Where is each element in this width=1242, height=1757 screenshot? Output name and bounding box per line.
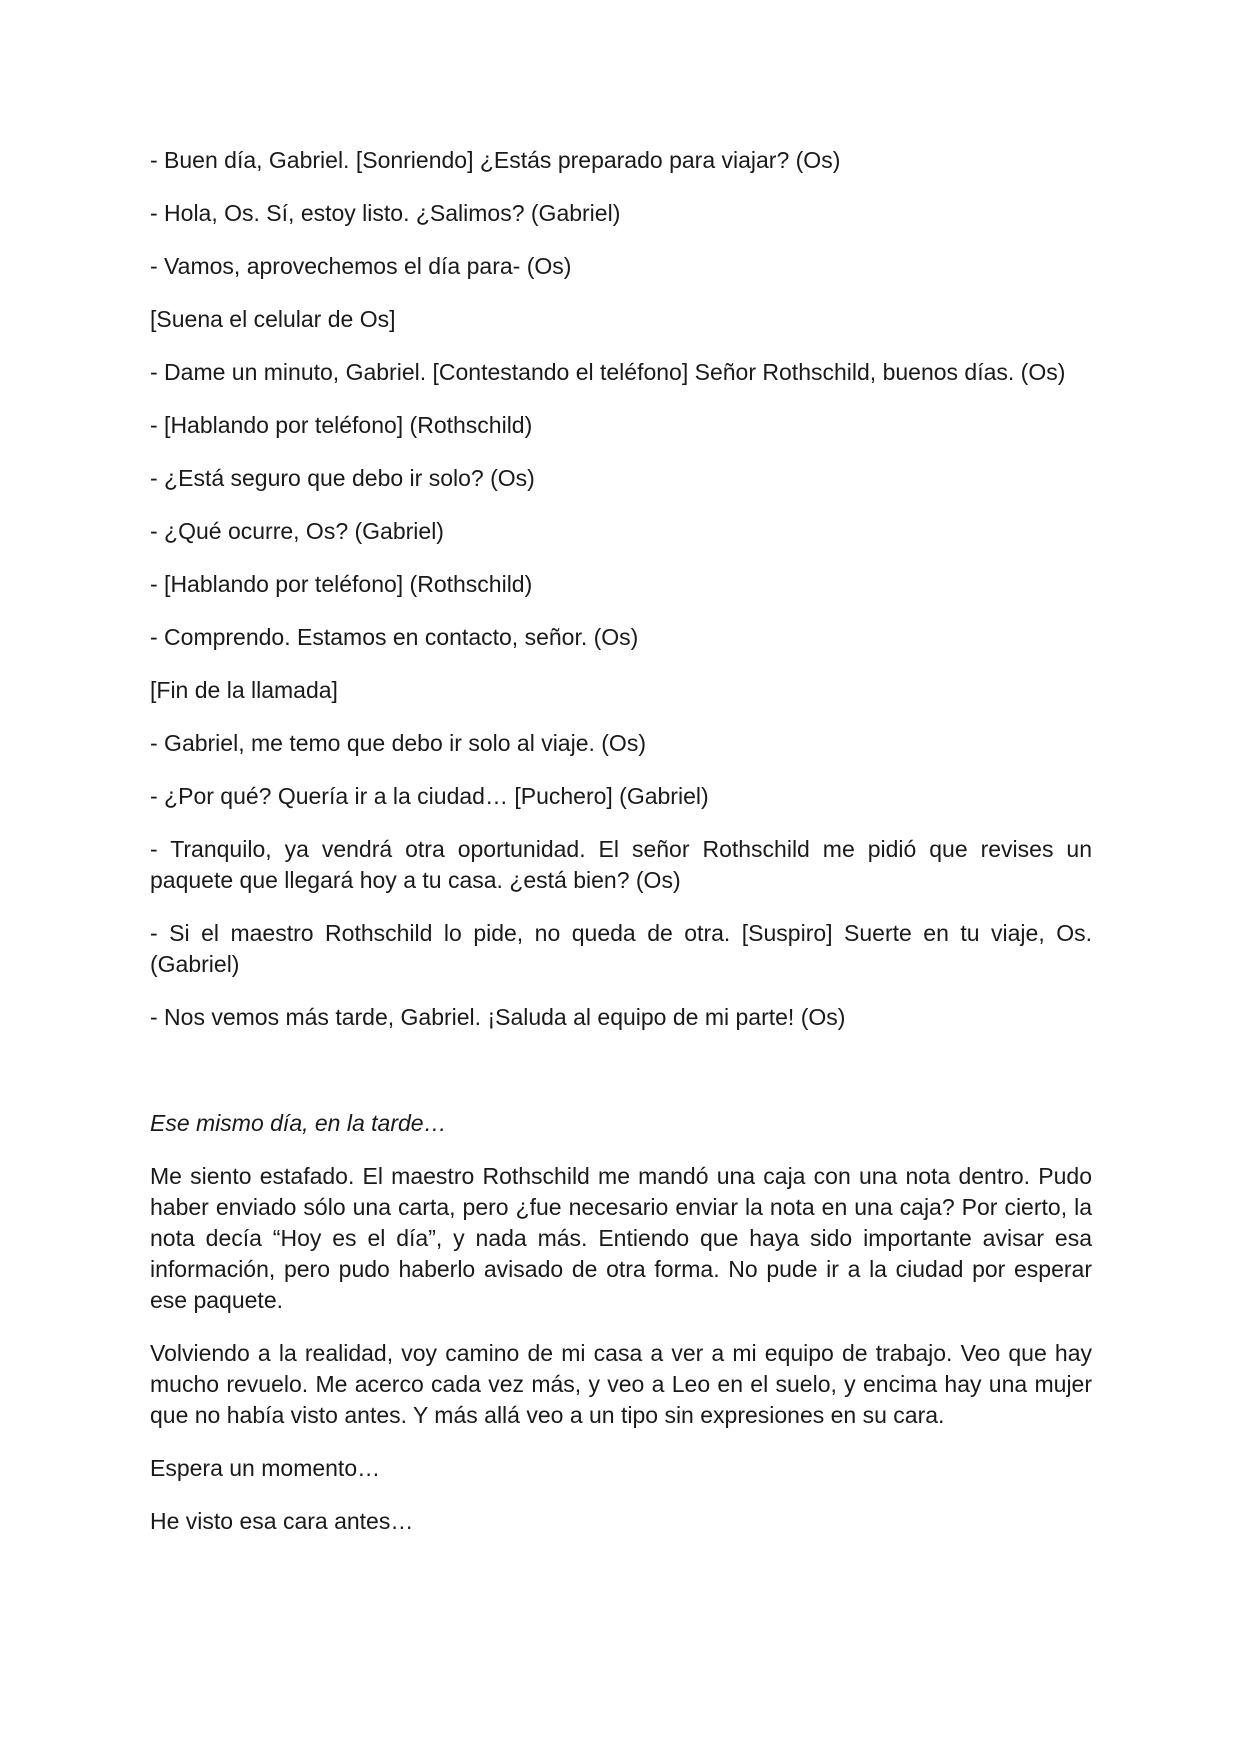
narration-paragraph: Volviendo a la realidad, voy camino de mi casa a ver a mi equipo de trabajo. Veo que hay mucho revuelo. Me acerco cada vez más, y veo a Leo en el suelo, y encima hay una mujer que no había visto antes. Y más allá veo a un tipo sin expresiones en su cara. [150, 1340, 1092, 1428]
dialogue-line: - Tranquilo, ya vendrá otra oportunidad. El señor Rothschild me pidió que revises un paquete que llegará hoy a tu casa. ¿está bien? (Os) [150, 836, 1092, 893]
document-body [150, 145, 1092, 1559]
dialogue-line: - ¿Por qué? Quería ir a la ciudad… [Puchero] (Gabriel) [150, 783, 709, 809]
dialogue-line: - Nos vemos más tarde, Gabriel. ¡Saluda al equipo de mi parte! (Os) [150, 1004, 846, 1030]
dialogue-line: - ¿Qué ocurre, Os? (Gabriel) [150, 518, 444, 544]
narration-paragraph: He visto esa cara antes… [150, 1508, 414, 1534]
dialogue-line: - Buen día, Gabriel. [Sonriendo] ¿Estás preparado para viajar? (Os) [150, 147, 841, 173]
dialogue-line: - Comprendo. Estamos en contacto, señor. (Os) [150, 624, 639, 650]
dialogue-line: - Vamos, aprovechemos el día para- (Os) [150, 253, 572, 279]
dialogue-line: - ¿Está seguro que debo ir solo? (Os) [150, 465, 535, 491]
stage-direction: [Suena el celular de Os] [150, 306, 396, 332]
dialogue-line: - Gabriel, me temo que debo ir solo al viaje. (Os) [150, 730, 646, 756]
narration-paragraph: Espera un momento… [150, 1455, 381, 1481]
scene-heading: Ese mismo día, en la tarde… [150, 1110, 447, 1136]
scene-break [150, 1055, 1092, 1108]
dialogue-line: - [Hablando por teléfono] (Rothschild) [150, 571, 533, 597]
narration-paragraph: Me siento estafado. El maestro Rothschild me mandó una caja con una nota dentro. Pudo haber enviado sólo una carta, pero ¿fue necesario enviar la nota en una caja? Por cierto, la nota decía “Hoy es el día”, y nada más. Entiendo que haya sido importante avisar esa información, pero pudo haberlo avisado de otra forma. No pude ir a la ciudad por esperar ese paquete. [150, 1163, 1092, 1313]
stage-direction: [Fin de la llamada] [150, 677, 338, 703]
dialogue-line: - Dame un minuto, Gabriel. [Contestando el teléfono] Señor Rothschild, buenos días. (Os) [150, 359, 1066, 385]
dialogue-line: - Hola, Os. Sí, estoy listo. ¿Salimos? (Gabriel) [150, 200, 621, 226]
dialogue-line: - Si el maestro Rothschild lo pide, no queda de otra. [Suspiro] Suerte en tu viaje, Os. (Gabriel) [150, 920, 1092, 977]
dialogue-line: - [Hablando por teléfono] (Rothschild) [150, 412, 533, 438]
